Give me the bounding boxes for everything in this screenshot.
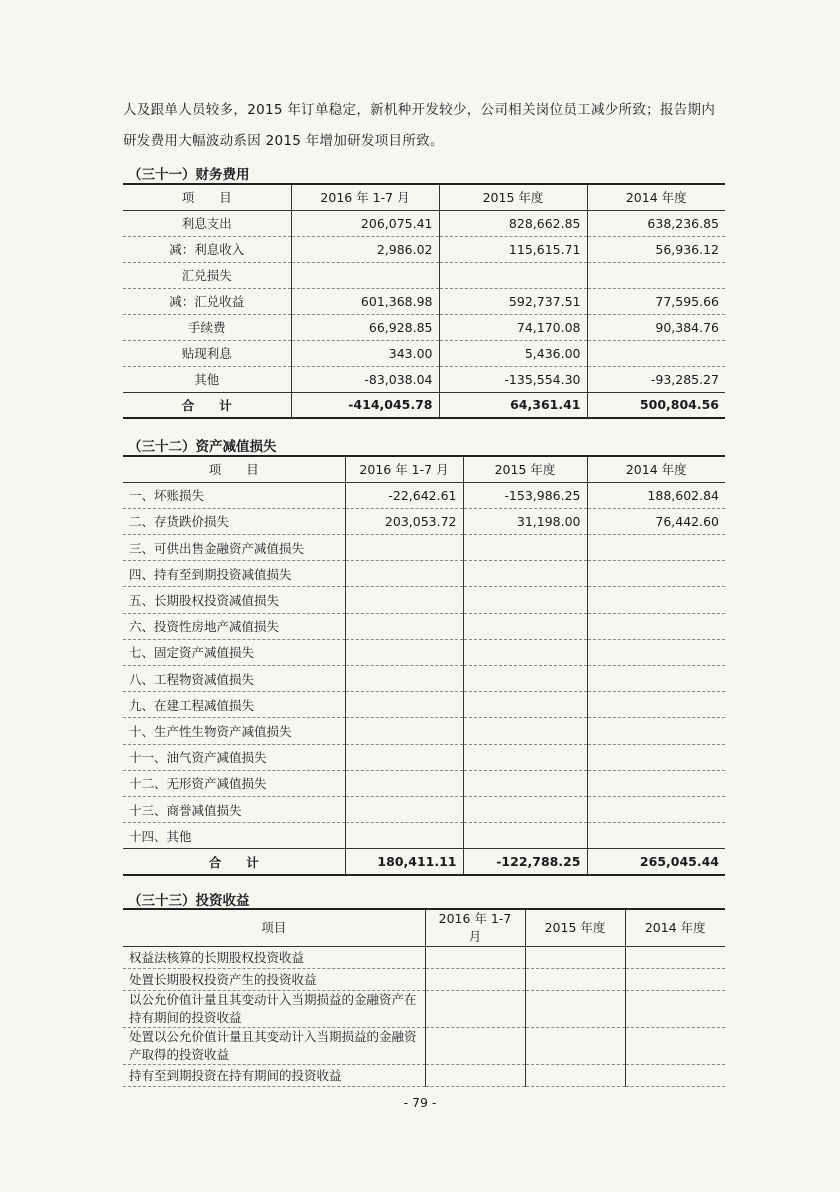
value-cell xyxy=(425,991,525,1028)
table-row xyxy=(123,262,725,288)
asset-impairment-table xyxy=(123,455,725,876)
value-cell xyxy=(345,587,463,613)
value-cell xyxy=(587,718,725,744)
value-cell: 203,053.72 xyxy=(345,508,463,534)
value-cell: 90,384.76 xyxy=(587,314,725,340)
table-row xyxy=(123,340,725,366)
value-cell xyxy=(425,1028,525,1065)
row-label: 汇兑损失 xyxy=(123,262,291,288)
value-cell: -135,554.30 xyxy=(439,366,587,392)
value-cell xyxy=(463,796,587,822)
total-value: -414,045.78 xyxy=(291,392,439,418)
row-label: 减：利息收入 xyxy=(123,236,291,262)
header-row xyxy=(123,909,725,947)
value-cell: -83,038.04 xyxy=(291,366,439,392)
table-row xyxy=(123,639,725,665)
row-label: 九、在建工程减值损失 xyxy=(123,692,345,718)
value-cell xyxy=(587,666,725,692)
header-row xyxy=(123,184,725,210)
value-cell xyxy=(463,639,587,665)
value-cell xyxy=(463,823,587,849)
table-row xyxy=(123,718,725,744)
column-header: 2016 年 1-7 月 xyxy=(291,184,439,210)
table-row xyxy=(123,535,725,561)
value-cell xyxy=(345,666,463,692)
value-cell xyxy=(345,796,463,822)
value-cell xyxy=(587,744,725,770)
value-cell xyxy=(463,613,587,639)
value-cell xyxy=(463,535,587,561)
table-row xyxy=(123,1028,725,1065)
value-cell: 638,236.85 xyxy=(587,210,725,236)
table-row xyxy=(123,561,725,587)
table-row xyxy=(123,366,725,392)
value-cell xyxy=(625,1065,725,1087)
table-row xyxy=(123,991,725,1028)
value-cell: 206,075.41 xyxy=(291,210,439,236)
value-cell xyxy=(587,770,725,796)
row-label: 权益法核算的长期股权投资收益 xyxy=(123,947,425,969)
value-cell xyxy=(587,561,725,587)
table-row xyxy=(123,314,725,340)
row-label: 利息支出 xyxy=(123,210,291,236)
finance-expense-table xyxy=(123,183,725,419)
value-cell xyxy=(625,991,725,1028)
column-header: 2016 年 1-7 月 xyxy=(425,909,525,947)
value-cell xyxy=(587,262,725,288)
value-cell xyxy=(345,823,463,849)
total-label: 合 计 xyxy=(123,849,345,875)
row-label: 七、固定资产减值损失 xyxy=(123,639,345,665)
total-value: -122,788.25 xyxy=(463,849,587,875)
value-cell: 828,662.85 xyxy=(439,210,587,236)
value-cell: 601,368.98 xyxy=(291,288,439,314)
value-cell: 188,602.84 xyxy=(587,482,725,508)
value-cell xyxy=(525,947,625,969)
table-row xyxy=(123,666,725,692)
value-cell xyxy=(463,561,587,587)
value-cell xyxy=(587,823,725,849)
column-header: 项 目 xyxy=(123,184,291,210)
row-label: 一、坏账损失 xyxy=(123,482,345,508)
page-number: - 79 - xyxy=(403,1095,437,1110)
value-cell xyxy=(587,692,725,718)
column-header: 2015 年度 xyxy=(463,456,587,482)
total-label: 合 计 xyxy=(123,392,291,418)
table-row xyxy=(123,823,725,849)
value-cell xyxy=(463,770,587,796)
value-cell: -93,285.27 xyxy=(587,366,725,392)
value-cell xyxy=(345,639,463,665)
section-33-title: （三十三）投资收益 xyxy=(128,893,250,909)
value-cell: 343.00 xyxy=(291,340,439,366)
value-cell xyxy=(345,770,463,796)
total-value: 265,045.44 xyxy=(587,849,725,875)
total-value: 64,361.41 xyxy=(439,392,587,418)
row-label: 持有至到期投资在持有期间的投资收益 xyxy=(123,1065,425,1087)
row-label: 三、可供出售金融资产减值损失 xyxy=(123,535,345,561)
row-label: 十四、其他 xyxy=(123,823,345,849)
value-cell xyxy=(587,639,725,665)
value-cell xyxy=(425,947,525,969)
table-row xyxy=(123,796,725,822)
table-row xyxy=(123,508,725,534)
table-row xyxy=(123,1065,725,1087)
value-cell xyxy=(345,535,463,561)
value-cell xyxy=(439,262,587,288)
table-row xyxy=(123,288,725,314)
table-row xyxy=(123,210,725,236)
value-cell xyxy=(463,744,587,770)
value-cell xyxy=(625,969,725,991)
value-cell: 5,436.00 xyxy=(439,340,587,366)
value-cell xyxy=(587,340,725,366)
column-header: 2014 年度 xyxy=(625,909,725,947)
value-cell: -153,986.25 xyxy=(463,482,587,508)
row-label: 十二、无形资产减值损失 xyxy=(123,770,345,796)
row-label: 八、工程物资减值损失 xyxy=(123,666,345,692)
header-row xyxy=(123,456,725,482)
value-cell xyxy=(587,587,725,613)
column-header: 项 目 xyxy=(123,456,345,482)
total-value: 500,804.56 xyxy=(587,392,725,418)
investment-income-table xyxy=(123,908,725,1087)
row-label: 减：汇兑收益 xyxy=(123,288,291,314)
value-cell: 31,198.00 xyxy=(463,508,587,534)
row-label: 以公允价值计量且其变动计入当期损益的金融资产在持有期间的投资收益 xyxy=(123,991,425,1028)
row-label: 四、持有至到期投资减值损失 xyxy=(123,561,345,587)
row-label: 十、生产性生物资产减值损失 xyxy=(123,718,345,744)
value-cell: 74,170.08 xyxy=(439,314,587,340)
value-cell: 56,936.12 xyxy=(587,236,725,262)
section-32-title: （三十二）资产减值损失 xyxy=(128,439,277,455)
table-row xyxy=(123,482,725,508)
total-row xyxy=(123,392,725,418)
table-row xyxy=(123,770,725,796)
row-label: 处置以公允价值计量且其变动计入当期损益的金融资产取得的投资收益 xyxy=(123,1028,425,1065)
value-cell: -22,642.61 xyxy=(345,482,463,508)
row-label: 六、投资性房地产减值损失 xyxy=(123,613,345,639)
table-row xyxy=(123,587,725,613)
value-cell xyxy=(425,969,525,991)
value-cell xyxy=(525,1065,625,1087)
value-cell xyxy=(345,692,463,718)
table-row xyxy=(123,236,725,262)
value-cell: 76,442.60 xyxy=(587,508,725,534)
row-label: 处置长期股权投资产生的投资收益 xyxy=(123,969,425,991)
table-row xyxy=(123,969,725,991)
value-cell xyxy=(587,796,725,822)
value-cell xyxy=(463,718,587,744)
value-cell xyxy=(587,535,725,561)
value-cell xyxy=(345,613,463,639)
total-value: 180,411.11 xyxy=(345,849,463,875)
row-label: 十一、油气资产减值损失 xyxy=(123,744,345,770)
value-cell: 115,615.71 xyxy=(439,236,587,262)
row-label: 贴现利息 xyxy=(123,340,291,366)
value-cell: 66,928.85 xyxy=(291,314,439,340)
value-cell xyxy=(625,947,725,969)
table-row xyxy=(123,613,725,639)
value-cell xyxy=(525,969,625,991)
value-cell xyxy=(291,262,439,288)
row-label: 十三、商誉减值损失 xyxy=(123,796,345,822)
table-row xyxy=(123,692,725,718)
row-label: 二、存货跌价损失 xyxy=(123,508,345,534)
value-cell xyxy=(587,613,725,639)
value-cell xyxy=(425,1065,525,1087)
value-cell: 2,986.02 xyxy=(291,236,439,262)
total-row xyxy=(123,849,725,875)
column-header: 项目 xyxy=(123,909,425,947)
value-cell xyxy=(463,587,587,613)
column-header: 2016 年 1-7 月 xyxy=(345,456,463,482)
value-cell: 77,595.66 xyxy=(587,288,725,314)
value-cell xyxy=(525,991,625,1028)
value-cell: 592,737.51 xyxy=(439,288,587,314)
value-cell xyxy=(463,666,587,692)
column-header: 2015 年度 xyxy=(525,909,625,947)
value-cell xyxy=(345,744,463,770)
table-row xyxy=(123,947,725,969)
value-cell xyxy=(525,1028,625,1065)
column-header: 2014 年度 xyxy=(587,184,725,210)
row-label: 其他 xyxy=(123,366,291,392)
row-label: 五、长期股权投资减值损失 xyxy=(123,587,345,613)
section-31-title: （三十一）财务费用 xyxy=(128,167,250,183)
row-label: 手续费 xyxy=(123,314,291,340)
value-cell xyxy=(345,561,463,587)
value-cell xyxy=(625,1028,725,1065)
value-cell xyxy=(463,692,587,718)
table-row xyxy=(123,744,725,770)
column-header: 2014 年度 xyxy=(587,456,725,482)
column-header: 2015 年度 xyxy=(439,184,587,210)
intro-paragraph: 人及跟单人员较多，2015 年订单稳定，新机种开发较少，公司相关岗位员工减少所致；报告期内研发费用大幅波动系因 2015 年增加研发项目所致。 xyxy=(123,102,716,149)
value-cell xyxy=(345,718,463,744)
